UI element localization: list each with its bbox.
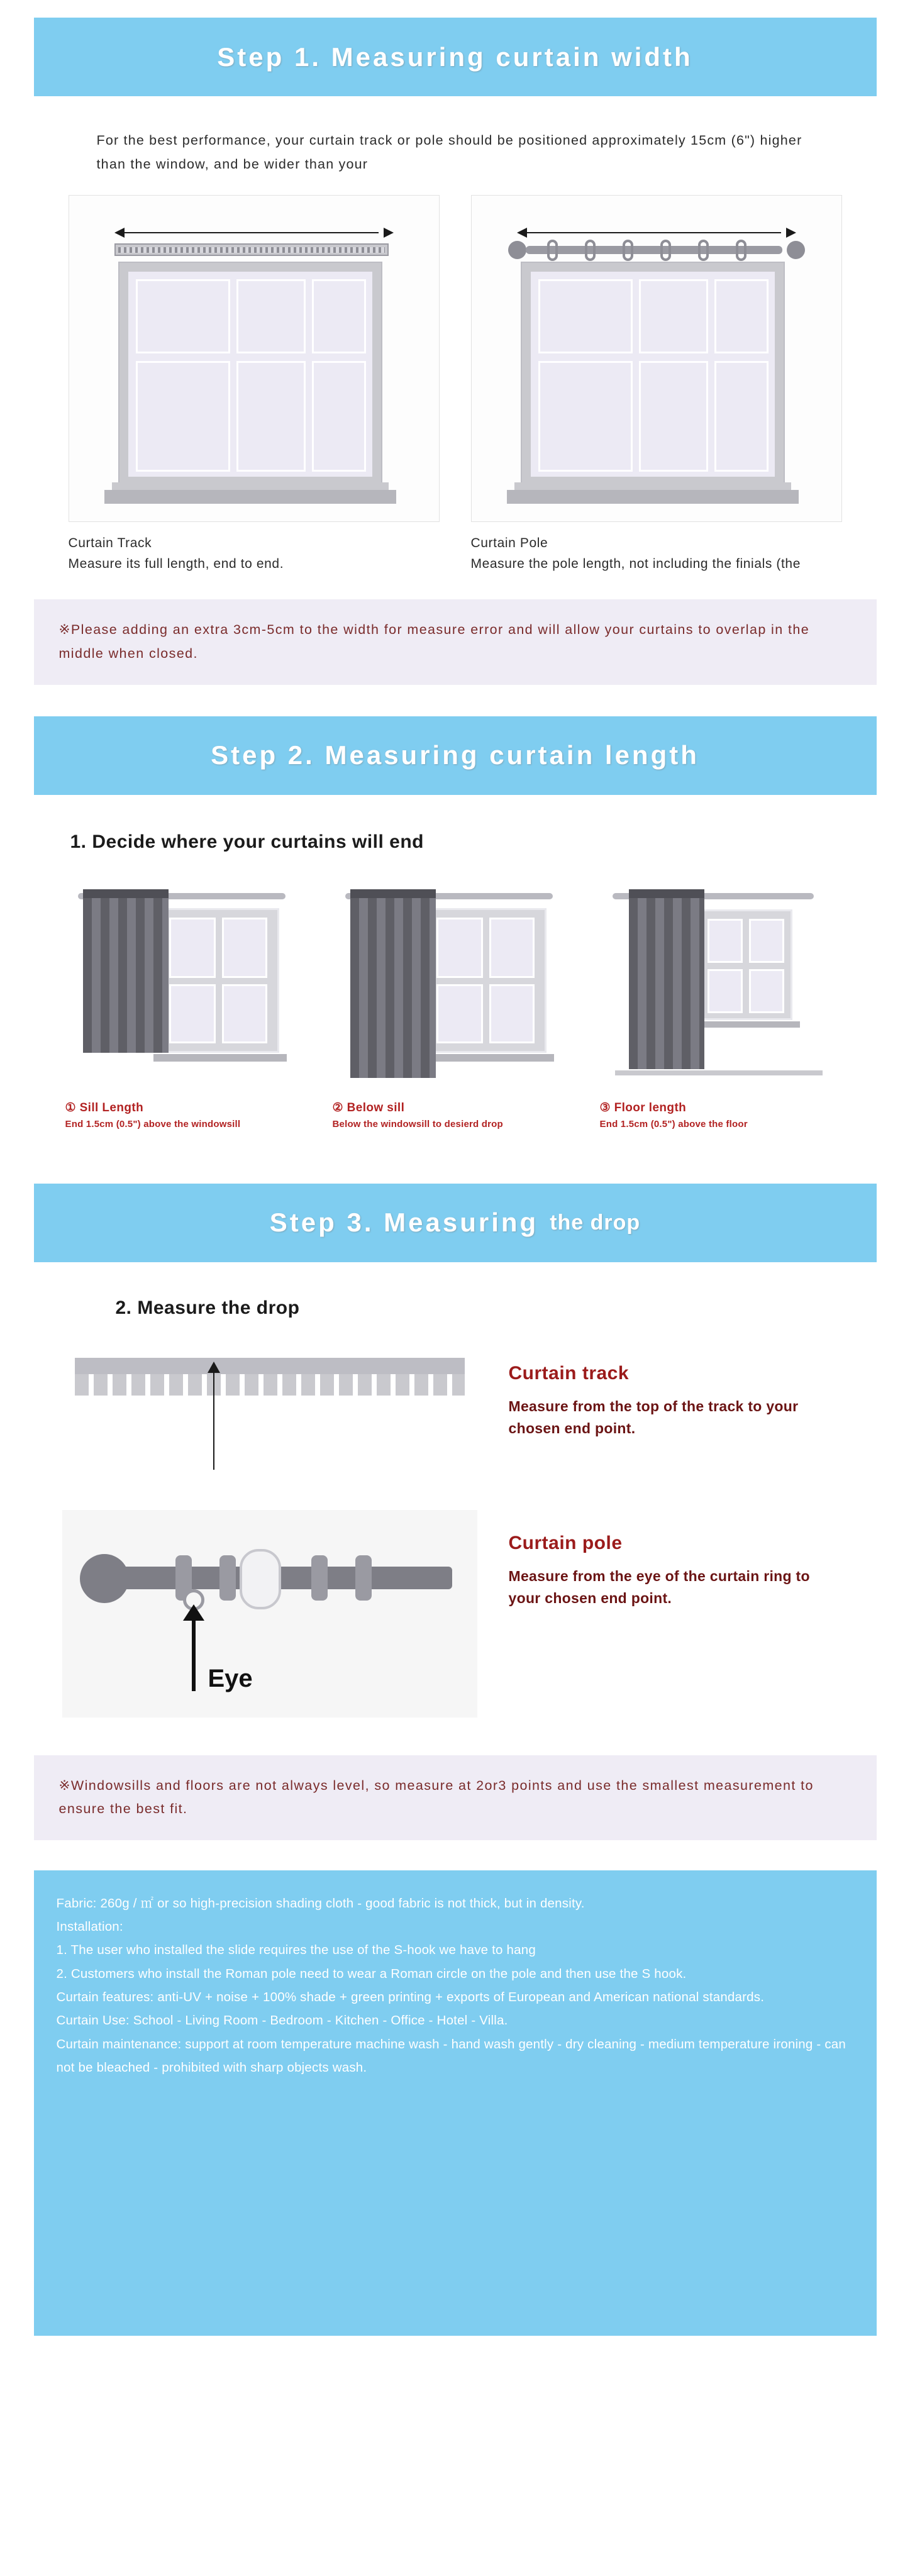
track-teeth-shape — [118, 247, 385, 253]
window-sill — [104, 490, 396, 504]
curtain-pole-desc: Measure the pole length, not including the finials (the — [470, 556, 801, 571]
eye-callout-label: Eye — [208, 1664, 253, 1692]
pole-ring — [585, 240, 596, 261]
curtain-heading-tape — [629, 889, 704, 898]
sill-length-label: ① Sill Length — [65, 1101, 144, 1114]
pole-ring — [547, 240, 558, 261]
window-pane — [222, 918, 267, 978]
step1-panels — [69, 195, 842, 574]
sill-length-illustration — [65, 870, 311, 1097]
spec-line: Curtain maintenance: support at room temperature machine wash - hand wash gently - dry cleaning - medium temperature ironing - can not be bleached - prohibited with sharp objects wash. — [56, 2036, 846, 2075]
curtain-pole-caption — [471, 533, 842, 574]
window-frame-shape — [698, 909, 792, 1020]
pole-finial-left — [508, 241, 526, 259]
sill-length-note: End 1.5cm (0.5") above the windowsill — [65, 1118, 241, 1130]
spec-line: Fabric: 260g / ㎡ or so high-precision shading cloth - good fabric is not thick, but in density. — [56, 1896, 585, 1911]
curtain-track-panel — [69, 195, 440, 574]
window-pane — [436, 918, 483, 978]
step3-notice: ※Windowsills and floors are not always level, so measure at 2or3 points and use the smallest measurement to ensure the best fit. — [34, 1755, 877, 1840]
window-pane — [436, 984, 483, 1043]
step1-section — [34, 18, 877, 685]
spec-line: 1. The user who installed the slide requires the use of the S-hook we have to hang — [56, 1943, 536, 1958]
curtain-panel-shape — [83, 898, 169, 1053]
window-pane — [714, 361, 769, 472]
window-pane — [714, 279, 769, 353]
measure-pole-row — [56, 1510, 855, 1718]
step3-banner-subtitle: the drop — [550, 1210, 641, 1235]
curtain-panel-shape — [629, 898, 704, 1069]
window-sill-upper — [514, 482, 791, 490]
step3-heading: 2. Measure the drop — [115, 1297, 300, 1318]
window-pane — [236, 361, 306, 472]
curtain-pole-title: Curtain Pole — [470, 536, 548, 551]
window-pane — [169, 984, 216, 1043]
spec-line: 2. Customers who install the Roman pole need to wear a Roman circle on the pole and then use the S hook. — [56, 1966, 687, 1981]
step1-intro-text: For the best performance, your curtain track or pole should be positioned approximately 15cm (6") higher than the window, and be wider than your — [96, 133, 802, 172]
specs-section — [34, 1870, 877, 2336]
window-pane — [639, 361, 708, 472]
pole-ring — [355, 1555, 372, 1601]
pole-drop-text — [509, 1510, 836, 1610]
step2-banner-title: Step 2. Measuring curtain length — [211, 740, 699, 770]
window-pane — [707, 919, 743, 963]
curtain-track-title: Curtain Track — [68, 536, 152, 551]
window-pane — [136, 279, 230, 353]
track-bar-shape — [75, 1358, 465, 1374]
curtain-track-desc: Measure its full length, end to end. — [68, 556, 284, 571]
curtain-pole-illustration — [471, 195, 842, 522]
eye-measure-line — [192, 1616, 196, 1691]
step2-heading: 1. Decide where your curtains will end — [70, 831, 424, 852]
specs-block — [34, 1870, 877, 2336]
window-pane — [169, 918, 216, 978]
spec-line: Curtain Use: School - Living Room - Bedroom - Kitchen - Office - Hotel - Villa. — [56, 2013, 508, 2028]
pole-ring — [219, 1555, 236, 1601]
window-frame-shape — [521, 262, 785, 488]
window-pane — [489, 984, 535, 1043]
window-pane — [707, 969, 743, 1013]
curtain-track-illustration — [69, 195, 440, 522]
track-drop-body: Measure from the top of the track to your chosen end point. — [508, 1397, 799, 1437]
pole-drop-body: Measure from the eye of the curtain ring to your chosen end point. — [508, 1567, 810, 1607]
step1-banner — [34, 18, 877, 96]
pole-bracket — [240, 1549, 281, 1609]
width-arrow-line — [526, 232, 781, 233]
window-sill-upper — [112, 482, 389, 490]
track-drop-title: Curtain track — [508, 1362, 630, 1384]
curtain-heading-tape — [83, 889, 169, 898]
step3-banner — [34, 1184, 877, 1262]
step1-banner-title: Step 1. Measuring curtain width — [217, 42, 693, 72]
window-pane — [538, 279, 633, 353]
step2-section — [34, 716, 877, 1130]
spec-line: Curtain features: anti-UV + noise + 100% shade + green printing + exports of European and American national standards. — [56, 1990, 765, 2005]
width-arrow-line — [123, 232, 379, 233]
track-drop-text — [509, 1340, 836, 1440]
curtain-pole-panel — [471, 195, 842, 574]
option-below-sill — [333, 870, 578, 1130]
window-pane — [749, 919, 784, 963]
option-floor-length — [600, 870, 845, 1130]
floor-length-note: End 1.5cm (0.5") above the floor — [599, 1118, 748, 1130]
window-sill — [507, 490, 799, 504]
window-pane — [489, 918, 535, 978]
window-frame-shape — [427, 908, 547, 1053]
floor-length-illustration — [600, 870, 845, 1097]
window-pane — [222, 984, 267, 1043]
pole-ring — [736, 240, 746, 261]
window-pane — [312, 279, 366, 353]
curtain-panel-shape — [350, 898, 436, 1078]
step2-banner — [34, 716, 877, 795]
track-teeth-shape — [75, 1374, 465, 1396]
step3-banner-title: Step 3. Measuring — [269, 1208, 539, 1238]
below-sill-illustration — [333, 870, 578, 1097]
pole-ring — [698, 240, 709, 261]
window-sill — [421, 1054, 554, 1062]
window-frame-shape — [160, 908, 279, 1053]
step1-notice: ※Please adding an extra 3cm-5cm to the width for measure error and will allow your curtains to overlap in the middle when closed. — [34, 599, 877, 684]
curtain-heading-tape — [350, 889, 436, 898]
arrow-head-right-icon — [384, 228, 394, 238]
curtain-track-caption — [69, 533, 440, 574]
arrow-head-right-icon — [786, 228, 796, 238]
window-pane — [312, 361, 366, 472]
pole-drop-illustration — [62, 1510, 477, 1718]
floor-line — [615, 1070, 823, 1075]
option-sill-length — [65, 870, 311, 1130]
measure-track-row — [56, 1340, 855, 1485]
floor-length-label: ③ Floor length — [599, 1101, 687, 1114]
window-pane — [538, 361, 633, 472]
track-drop-illustration — [62, 1340, 477, 1485]
below-sill-note: Below the windowsill to desierd drop — [332, 1118, 503, 1130]
window-sill — [692, 1021, 800, 1028]
pole-drop-title: Curtain pole — [508, 1532, 623, 1553]
window-sill — [153, 1054, 287, 1062]
spec-line: Installation: — [56, 1919, 123, 1935]
step3-section — [34, 1184, 877, 1840]
below-sill-label: ② Below sill — [332, 1101, 405, 1114]
drop-measure-line — [213, 1369, 214, 1470]
curtain-length-options — [65, 870, 845, 1130]
window-pane — [236, 279, 306, 353]
pole-ring — [623, 240, 633, 261]
pole-ring — [660, 240, 671, 261]
window-frame-shape — [118, 262, 382, 488]
pole-finial-right — [787, 241, 805, 259]
window-pane — [136, 361, 230, 472]
window-pane — [639, 279, 708, 353]
window-pane — [749, 969, 784, 1013]
pole-ring — [311, 1555, 328, 1601]
